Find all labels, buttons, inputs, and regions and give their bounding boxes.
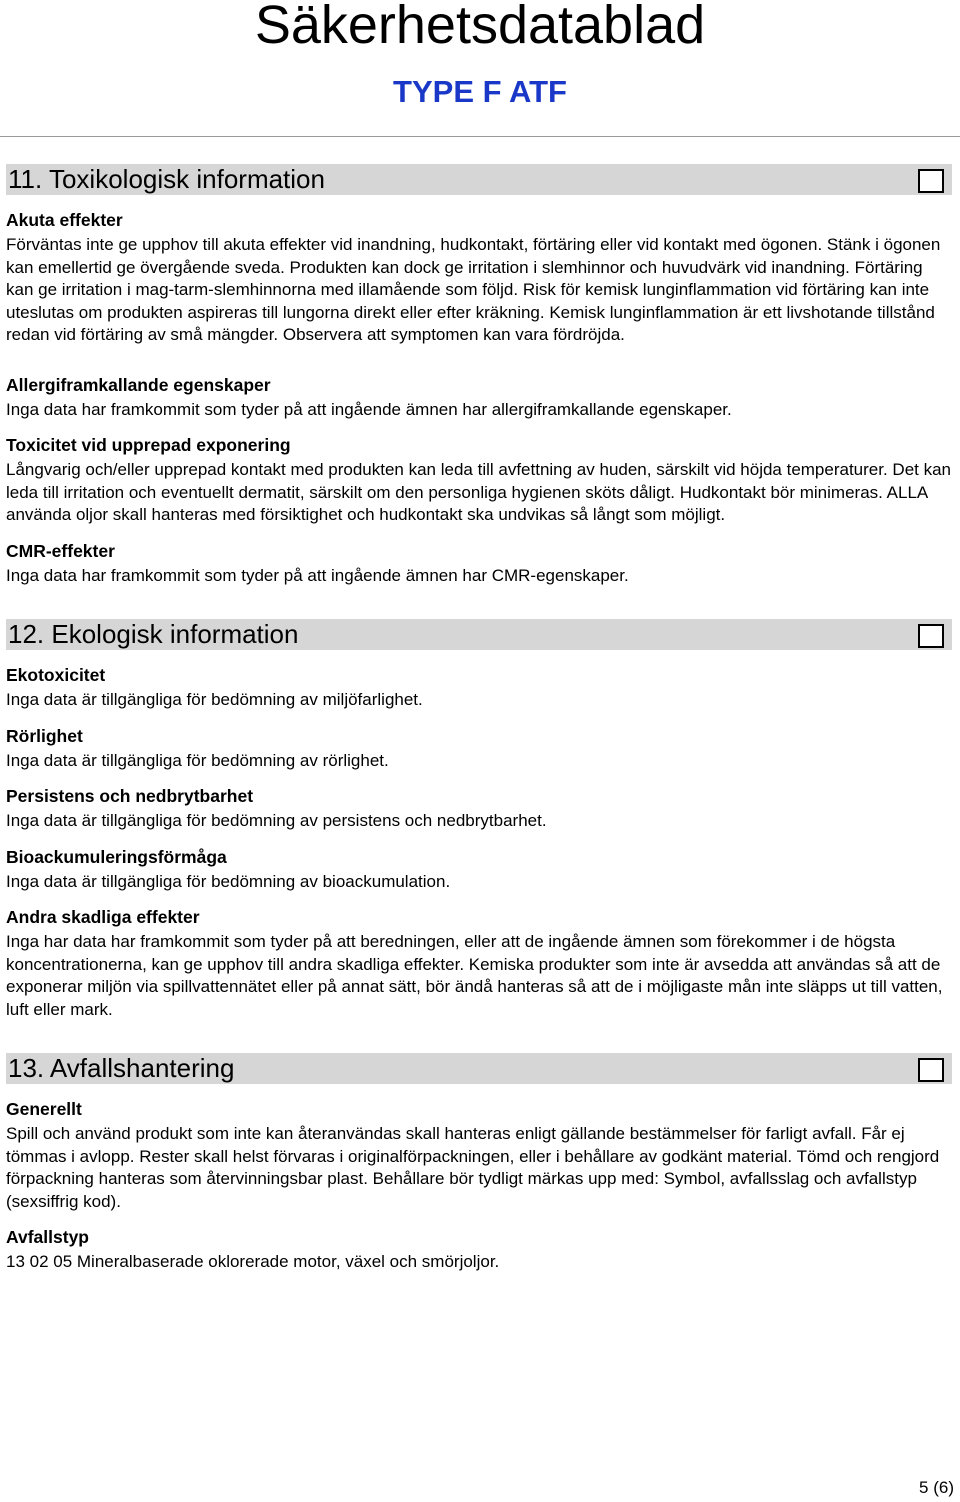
- subsection-text: Spill och använd produkt som inte kan återanvändas skall hanteras enligt gällande bestämmelser för farligt avfall. Får ej tömmas i avlopp. Rester skall helst förvaras i originalförpackningen, eller i behållare av godkänt material. Tömd och rengjord förpackning hanteras som återvinningsbar plast. Behållare bör tydligt märkas upp med: Symbol, avfallsslag och avfallstyp (sexsiffrig kod).: [6, 1124, 940, 1211]
- document-header: [0, 0, 960, 137]
- subsection: [6, 431, 952, 527]
- subsection: [6, 782, 952, 833]
- subsection-text: Inga har data har framkommit som tyder på att beredningen, eller att de ingående ämnen som förekommer i de högsta koncentrationerna, kan ge upphov till andra skadliga effekter. Kemiska produkter som inte är avsedda att användas så att de exponerar miljön via spillvattennätet eller på annat sätt, bör ändå hanteras så att de i möjligaste mån inte släpps ut till vatten, luft eller mark.: [6, 932, 943, 1019]
- subsection: [6, 722, 952, 773]
- subsection-text: Inga data har framkommit som tyder på att ingående ämnen har CMR-egenskaper.: [6, 565, 629, 585]
- subsection-text: Förväntas inte ge upphov till akuta effekter vid inandning, hudkontakt, förtäring eller vid kontakt med ögonen. Stänk i ögonen kan emellertid ge övergående sveda. Produkten kan dock ge irritation i slemhinnor och huvudvärk vid inandning. Förtäring kan ge irritation i mag-tarm-slemhinnorna med illamående som följd. Risk för kemisk lunginflammation vid förtäring kan inte uteslutas om produkten aspireras till lungorna direkt eller efter kräkning. Kemisk lunginflammation är ett livshotande tillstånd redan vid förtäring av små mängder. Observera att symptomen kan vara fördröjda.: [6, 235, 941, 344]
- section-header-12: [6, 619, 952, 650]
- document-title: Säkerhetsdatablad: [254, 0, 706, 55]
- subsection: [6, 206, 952, 347]
- subsection-text: Inga data har framkommit som tyder på att ingående ämnen har allergiframkallande egenskaper.: [6, 399, 732, 419]
- subsection: [6, 661, 952, 712]
- subsection: [6, 537, 952, 588]
- document-body: [6, 164, 952, 1284]
- subsection-heading: Avfallstyp: [6, 1227, 89, 1247]
- section-checkbox[interactable]: [918, 624, 944, 648]
- subsection: [6, 1095, 952, 1213]
- subsection-heading: Generellt: [6, 1099, 82, 1119]
- subsection-heading: Allergiframkallande egenskaper: [6, 374, 271, 395]
- subsection-heading: Persistens och nedbrytbarhet: [6, 786, 254, 806]
- subsection: [6, 1223, 952, 1274]
- section-title: 11. Toxikologisk information: [8, 164, 325, 194]
- subsection-heading: CMR-effekter: [6, 540, 115, 561]
- section-header-11: [6, 164, 952, 195]
- subsection-heading: Bioackumuleringsförmåga: [6, 846, 227, 867]
- section-checkbox[interactable]: [918, 169, 944, 193]
- subsection-heading: Andra skadliga effekter: [6, 907, 200, 927]
- subsection-text: Långvarig och/eller upprepad kontakt med produkten kan leda till avfettning av huden, särskilt vid höjda temperaturer. Det kan leda till irritation och eventuellt dermatit, särskilt om den personliga hygienen sköts dåligt. Hudkontakt bör minimeras. ALLA använda oljor skall hanteras med försiktighet och hudkontakt ska undvikas så långt som möjligt.: [6, 460, 952, 524]
- subsection-heading: Akuta effekter: [6, 210, 123, 230]
- subsection-heading: Rörlighet: [6, 725, 83, 746]
- subsection-heading: Ekotoxicitet: [6, 665, 106, 685]
- subsection: [6, 843, 952, 894]
- page-number: 5 (6): [919, 1478, 954, 1497]
- section-header-13: [6, 1053, 952, 1084]
- product-name: TYPE F ATF: [393, 74, 567, 109]
- subsection-heading: Toxicitet vid upprepad exponering: [6, 435, 291, 455]
- subsection-text: Inga data är tillgängliga för bedömning av rörlighet.: [6, 750, 389, 770]
- subsection-text: Inga data är tillgängliga för bedömning av miljöfarlighet.: [6, 690, 423, 709]
- subsection-text: Inga data är tillgängliga för bedömning av persistens och nedbrytbarhet.: [6, 811, 547, 830]
- subsection: [6, 903, 952, 1021]
- subsection-text: 13 02 05 Mineralbaserade oklorerade motor, växel och smörjoljor.: [6, 1252, 500, 1271]
- section-checkbox[interactable]: [918, 1058, 944, 1082]
- subsection-text: Inga data är tillgängliga för bedömning av bioackumulation.: [6, 871, 451, 891]
- section-title: 13. Avfallshantering: [8, 1053, 235, 1083]
- section-title: 12. Ekologisk information: [8, 619, 299, 649]
- subsection: [6, 371, 952, 422]
